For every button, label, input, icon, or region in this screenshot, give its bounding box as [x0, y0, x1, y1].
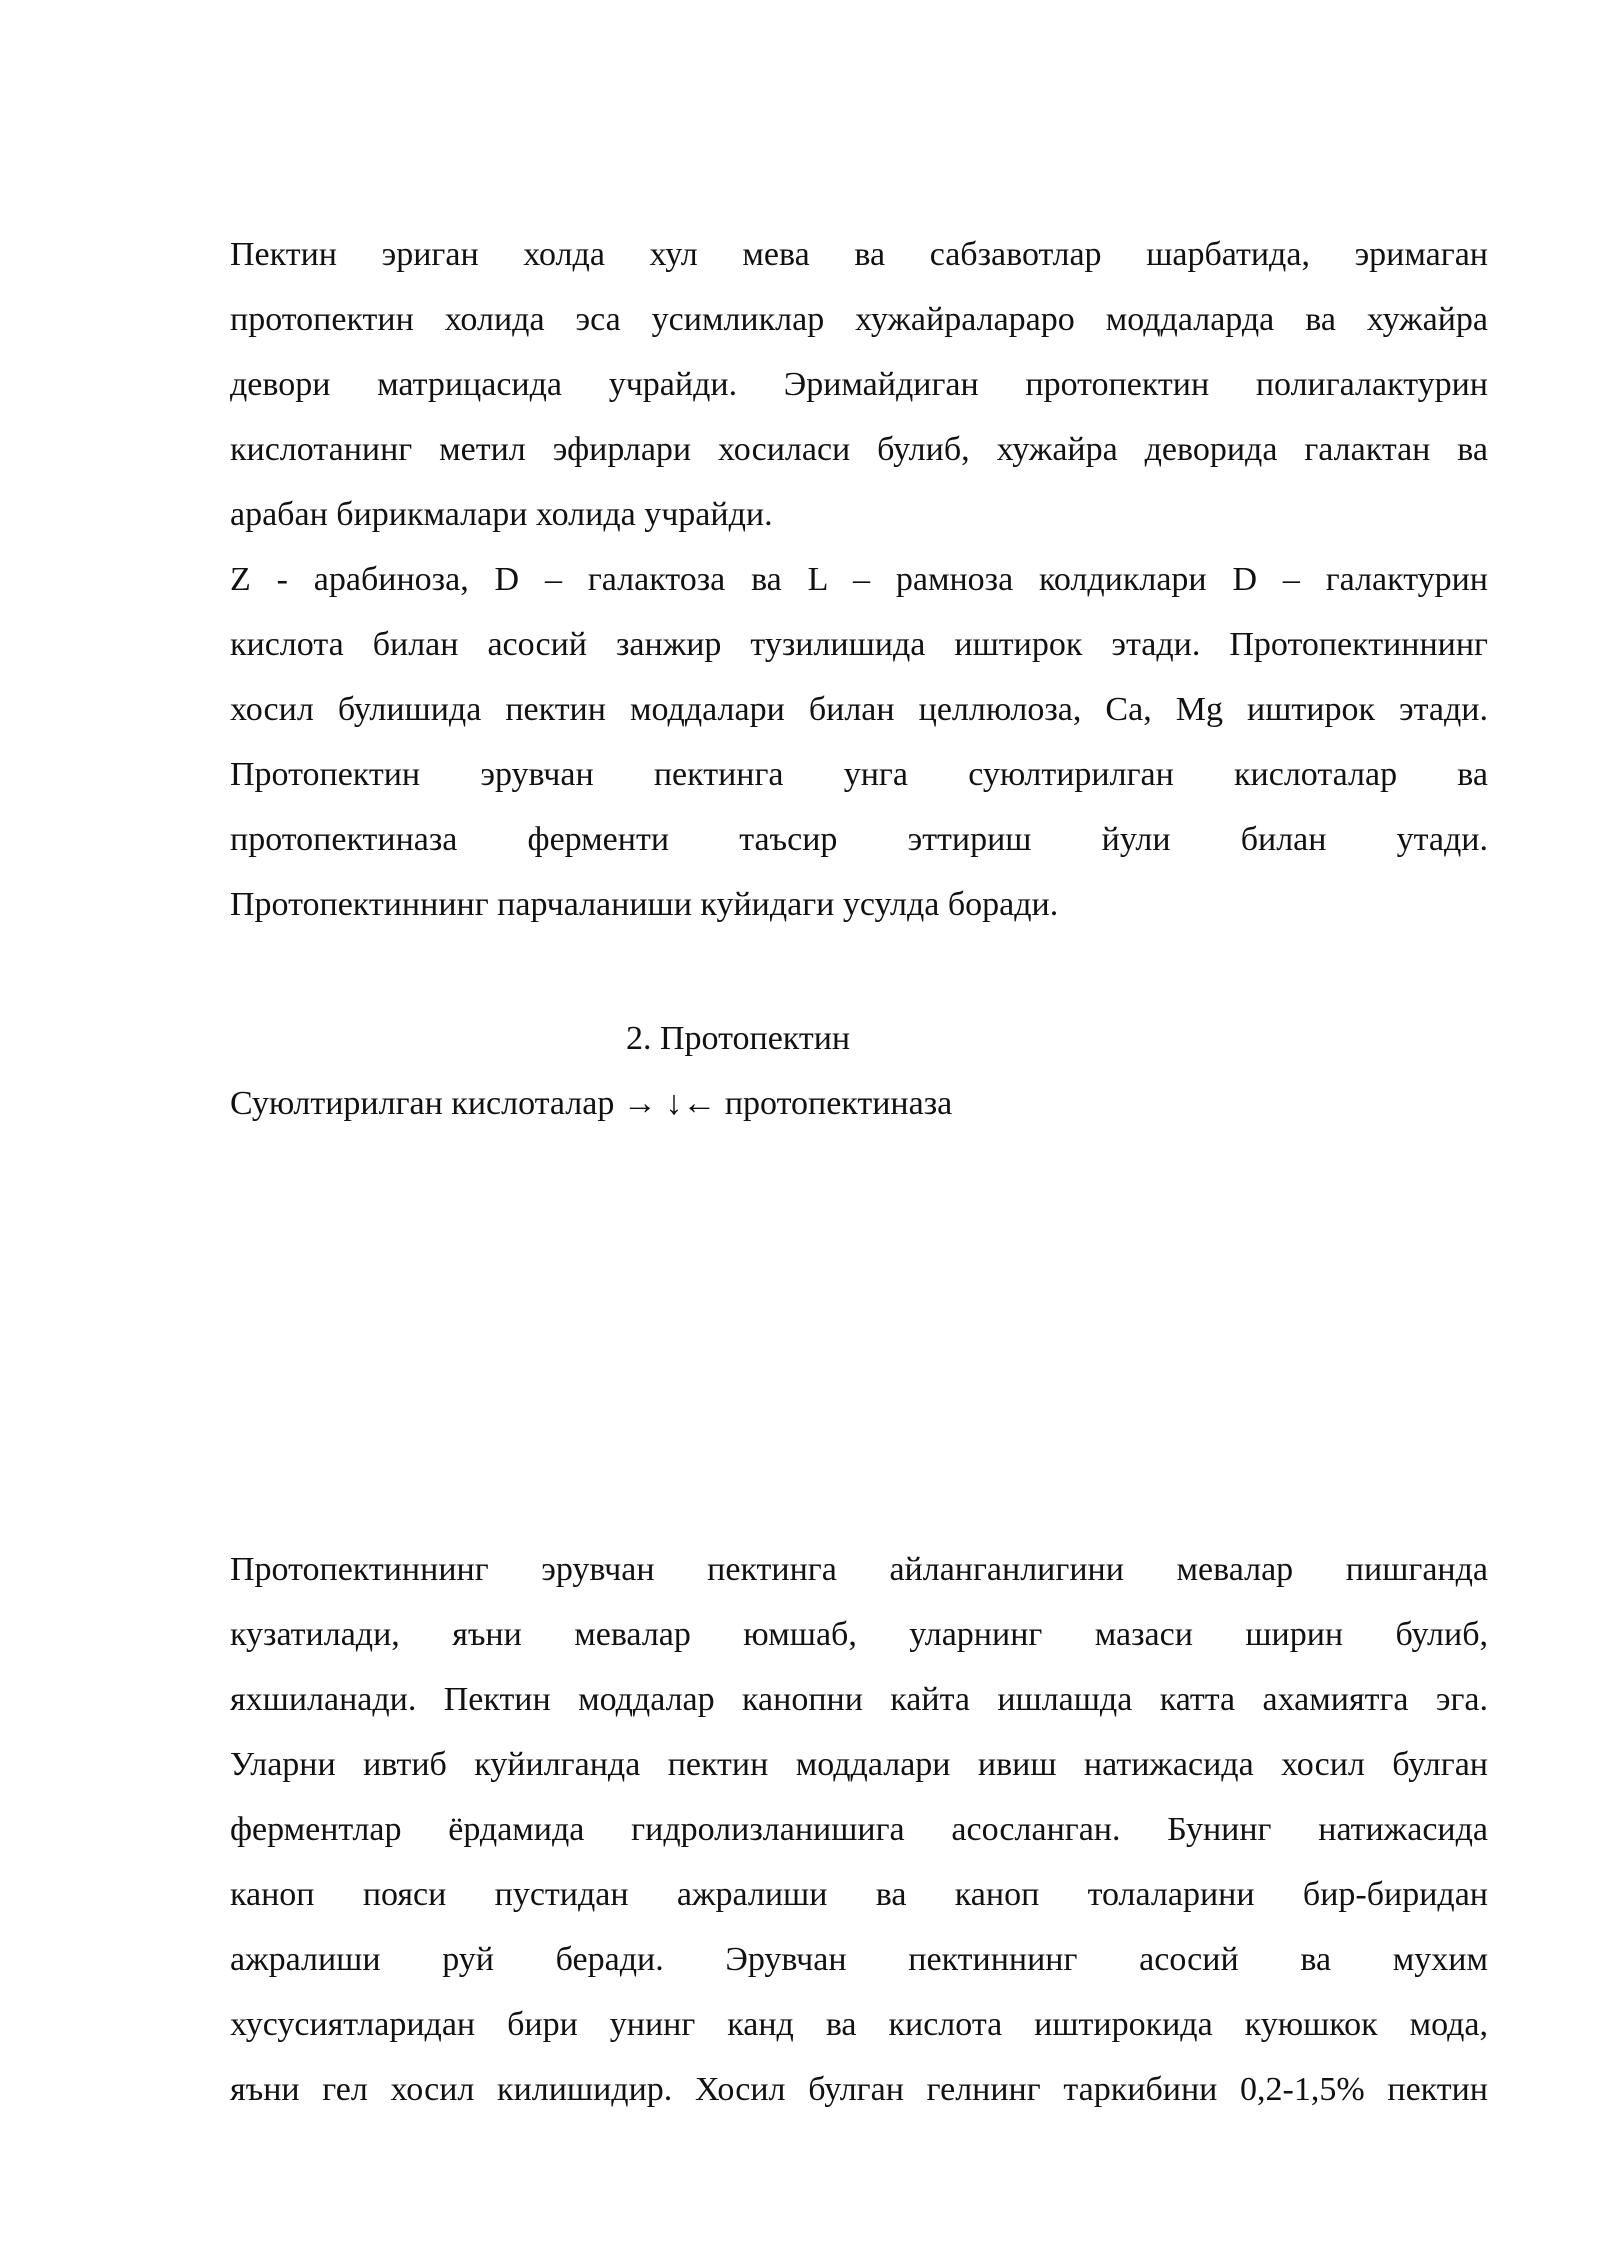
text-line: хусусиятларидан бири унинг канд ва кислота иштирокида куюшкок мода,	[230, 2006, 1488, 2043]
text-line: яъни гел хосил килишидир. Хосил булган гелнинг таркибини 0,2-1,5% пектин	[230, 2071, 1488, 2108]
text-line: Пектин эриган холда хул мева ва сабзавотлар шарбатида, эримаган	[230, 236, 1488, 273]
text-line: протопектин холида эса усимликлар хужайраларaро моддаларда ва хужайра	[230, 301, 1488, 338]
formula-reaction-line: Суюлтирилган кислоталар → ↓← протопектиназа	[230, 1085, 953, 1122]
text-block-bottom	[230, 1537, 1488, 2122]
text-line: кислотанинг метил эфирлари хосиласи булиб, хужайра деворида галактан ва	[230, 431, 1488, 468]
text-line: Протопектин эрувчан пектинга унга суюлтирилган кислоталар ва	[230, 756, 1488, 793]
formula-title: 2. Протопектин	[626, 1020, 851, 1057]
text-line: девори матрицасида учрайди. Эримайдиган протопектин полигалактурин	[230, 366, 1488, 403]
text-line: хосил булишида пектин моддалари билан целлюлоза, Ca, Mg иштирок этади.	[230, 691, 1488, 728]
paragraph-pectin-properties	[230, 1537, 1488, 2122]
text-line: каноп пояси пустидан ажралиши ва каноп толаларини бир-биридан	[230, 1876, 1488, 1913]
text-line: протопектиназа ферменти таъсир эттириш йули билан утади.	[230, 821, 1488, 858]
text-line: Протопектиннинг эрувчан пектинга айланганлигини мевалар пишганда	[230, 1551, 1488, 1588]
text-line: яхшиланади. Пектин моддалар канопни кайта ишлашда катта ахамиятга эга.	[230, 1681, 1488, 1718]
text-line: арабан бирикмалари холида учрайди.	[230, 496, 773, 533]
text-line: ферментлар ёрдамида гидролизланишига асосланган. Бунинг натижасида	[230, 1811, 1488, 1848]
text-line: Протопектиннинг парчаланиши куйидаги усулда боради.	[230, 886, 1059, 923]
paragraph-protopectin-structure	[230, 547, 1488, 937]
text-line: кузатилади, яъни мевалар юмшаб, уларнинг мазаси ширин булиб,	[230, 1616, 1488, 1653]
text-line: Z - арабиноза, D – галактоза ва L – рамноза колдиклари D – галактурин	[230, 561, 1488, 598]
text-line: ажралиши руй беради. Эрувчан пектиннинг асосий ва мухим	[230, 1941, 1488, 1978]
text-line: Уларни ивтиб куйилганда пектин моддалари ивиш натижасида хосил булган	[230, 1746, 1488, 1783]
text-line: кислота билан асосий занжир тузилишида иштирок этади. Протопектиннинг	[230, 626, 1488, 663]
text-block-top	[230, 222, 1488, 937]
paragraph-pectin-intro	[230, 222, 1488, 547]
